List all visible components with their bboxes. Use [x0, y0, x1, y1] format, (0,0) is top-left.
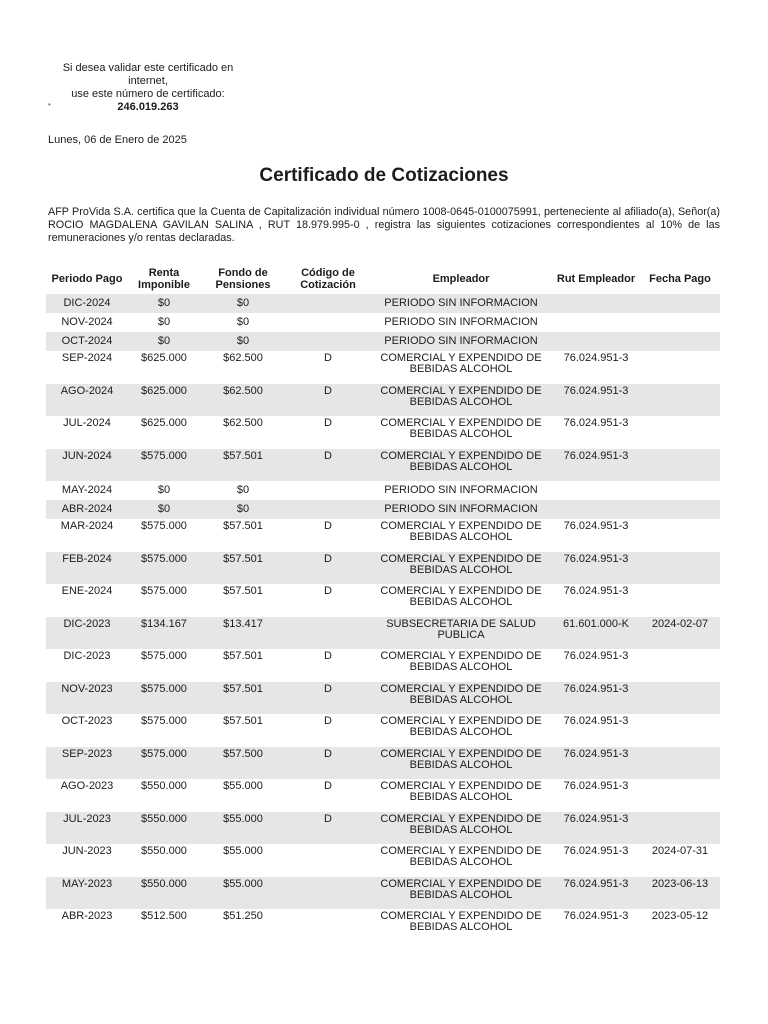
- certification-paragraph: AFP ProVida S.A. certifica que la Cuenta de Capitalización individual número 1008-0645-0100075991, perteneciente al afiliado(a), Señor(a) ROCIO MAGDALENA GAVILAN SALINA , RUT 18.979.995-0 , registra las siguientes cotizaciones correspondientes al 10% de las remuneraciones y/o rentas declaradas.: [48, 206, 720, 244]
- cell-rut: 76.024.951-3: [552, 682, 640, 715]
- cell-rut: 76.024.951-3: [563, 585, 629, 597]
- cell-periodo: SEP-2024: [61, 352, 113, 364]
- table-row: [46, 779, 720, 812]
- table-row: [46, 449, 720, 482]
- cell-renta: $575.000: [128, 449, 200, 482]
- cell-empleador: PERIODO SIN INFORMACION: [370, 332, 552, 351]
- table-row: [46, 747, 720, 780]
- table-row: [46, 384, 720, 417]
- cell-fecha: [640, 812, 720, 845]
- cell-codigo: D: [286, 449, 370, 482]
- table-row: [46, 649, 720, 682]
- table-row: [46, 682, 720, 715]
- table-row: [46, 877, 720, 910]
- cell-codigo: D: [324, 417, 332, 429]
- fecha-header: Fecha Pago: [649, 273, 711, 285]
- cell-empleador: SUBSECRETARIA DE SALUD PUBLICA: [370, 617, 552, 650]
- cell-codigo: D: [324, 780, 332, 792]
- cell-rut: 76.024.951-3: [552, 552, 640, 585]
- periodo-header: Periodo Pago: [51, 273, 123, 285]
- cell-fondo: $55.000: [200, 877, 286, 910]
- cell-fondo: $55.000: [223, 845, 263, 857]
- cell-renta: $575.000: [141, 650, 187, 662]
- table-row: [46, 714, 720, 747]
- cell-fondo: $51.250: [223, 910, 263, 922]
- empleador-header: Empleador: [432, 273, 490, 285]
- cell-fecha: [640, 384, 720, 417]
- document-title: Certificado de Cotizaciones: [259, 165, 509, 186]
- cell-periodo: JUN-2024: [46, 449, 128, 482]
- cell-empleador: COMERCIAL Y EXPENDIDO DE BEBIDAS ALCOHOL: [370, 384, 552, 417]
- cell-renta: $0: [128, 332, 200, 351]
- cell-periodo: ABR-2023: [61, 910, 113, 922]
- cell-rut: [552, 294, 640, 313]
- validation-line-1: Si desea validar este certificado en: [62, 62, 234, 74]
- cell-codigo: D: [324, 715, 332, 727]
- cell-fecha: [640, 714, 720, 747]
- cell-fecha: [640, 313, 720, 332]
- table-row: [46, 519, 720, 552]
- cell-codigo: D: [286, 812, 370, 845]
- cell-codigo: D: [324, 352, 332, 364]
- table-row: [46, 844, 720, 877]
- cell-periodo: DIC-2023: [46, 617, 128, 650]
- cell-fecha: [640, 519, 720, 552]
- cell-fondo: $0: [236, 316, 250, 328]
- cell-renta: $0: [128, 294, 200, 313]
- cell-codigo: [286, 844, 370, 877]
- cell-renta: $575.000: [141, 715, 187, 727]
- table-header: [46, 264, 720, 294]
- cell-rut: 76.024.951-3: [552, 384, 640, 417]
- cell-rut: 76.024.951-3: [552, 812, 640, 845]
- cell-fondo: $13.417: [200, 617, 286, 650]
- table-row: [46, 481, 720, 500]
- cell-renta: $575.000: [128, 747, 200, 780]
- cell-fecha: [640, 682, 720, 715]
- cell-codigo: D: [286, 384, 370, 417]
- cell-fecha: [640, 416, 720, 449]
- cell-periodo: JUN-2023: [62, 845, 112, 857]
- cell-empleador: COMERCIAL Y EXPENDIDO DE BEBIDAS ALCOHOL: [370, 877, 552, 910]
- cell-fondo: $57.500: [200, 747, 286, 780]
- cell-renta: $625.000: [141, 352, 187, 364]
- cell-fondo: $57.501: [200, 449, 286, 482]
- cell-codigo: [286, 481, 370, 500]
- cell-empleador: PERIODO SIN INFORMACION: [370, 294, 552, 313]
- cell-fecha: [640, 332, 720, 351]
- rut-header: Rut Empleador: [556, 273, 636, 285]
- cell-empleador: COMERCIAL Y EXPENDIDO DE BEBIDAS ALCOHOL: [380, 715, 542, 738]
- cell-codigo: D: [286, 682, 370, 715]
- cell-fondo: $57.501: [223, 715, 263, 727]
- certificate-validation-note: [38, 62, 258, 114]
- cell-renta: $575.000: [141, 585, 187, 597]
- cell-empleador: COMERCIAL Y EXPENDIDO DE BEBIDAS ALCOHOL: [380, 845, 542, 868]
- table-body: [46, 294, 720, 942]
- cell-empleador: COMERCIAL Y EXPENDIDO DE BEBIDAS ALCOHOL: [380, 780, 542, 803]
- cell-empleador: COMERCIAL Y EXPENDIDO DE BEBIDAS ALCOHOL: [380, 417, 542, 440]
- cell-fondo: $55.000: [223, 780, 263, 792]
- cell-renta: $0: [128, 500, 200, 519]
- cell-fecha: [640, 747, 720, 780]
- table-row: [46, 294, 720, 313]
- table-row: [46, 617, 720, 650]
- cell-codigo: D: [286, 747, 370, 780]
- cell-periodo: SEP-2023: [46, 747, 128, 780]
- cell-fondo: $57.501: [223, 650, 263, 662]
- cell-fondo: $57.501: [200, 552, 286, 585]
- contributions-table: [46, 264, 720, 942]
- cell-rut: 76.024.951-3: [563, 520, 629, 532]
- table-row: [46, 332, 720, 351]
- cell-empleador: COMERCIAL Y EXPENDIDO DE BEBIDAS ALCOHOL: [370, 552, 552, 585]
- cell-empleador: PERIODO SIN INFORMACION: [384, 484, 538, 496]
- cell-fondo: $0: [200, 294, 286, 313]
- cell-fecha: [640, 779, 720, 812]
- cell-rut: 76.024.951-3: [552, 449, 640, 482]
- cell-fecha: [640, 500, 720, 519]
- cell-fecha: [640, 481, 720, 500]
- cell-empleador: COMERCIAL Y EXPENDIDO DE BEBIDAS ALCOHOL: [370, 682, 552, 715]
- cell-periodo: NOV-2023: [46, 682, 128, 715]
- cell-fecha: 2024-07-31: [651, 845, 709, 857]
- cell-periodo: JUL-2023: [46, 812, 128, 845]
- cell-rut: 76.024.951-3: [552, 747, 640, 780]
- cell-fecha: 2023-05-12: [651, 910, 709, 922]
- cell-fondo: $55.000: [200, 812, 286, 845]
- fondo-header: Fondo de Pensiones: [215, 267, 271, 291]
- validation-line-2: internet,: [128, 75, 168, 87]
- cell-periodo: AGO-2023: [60, 780, 114, 792]
- table-row: [46, 416, 720, 449]
- cell-codigo: D: [324, 585, 332, 597]
- cell-fondo: $62.500: [223, 352, 263, 364]
- cell-empleador: COMERCIAL Y EXPENDIDO DE BEBIDAS ALCOHOL: [370, 747, 552, 780]
- cell-fecha: [640, 294, 720, 313]
- cell-codigo: [286, 500, 370, 519]
- cell-codigo: [286, 617, 370, 650]
- cell-renta: $550.000: [128, 877, 200, 910]
- cell-renta: $0: [157, 316, 171, 328]
- cell-periodo: OCT-2023: [61, 715, 113, 727]
- cell-rut: 76.024.951-3: [552, 877, 640, 910]
- cell-rut: 61.601.000-K: [552, 617, 640, 650]
- cell-rut: 76.024.951-3: [563, 352, 629, 364]
- cell-codigo: D: [324, 650, 332, 662]
- cell-renta: $0: [157, 484, 171, 496]
- cell-periodo: MAR-2024: [60, 520, 114, 532]
- cell-empleador: COMERCIAL Y EXPENDIDO DE BEBIDAS ALCOHOL: [380, 352, 542, 375]
- cell-fecha: [640, 649, 720, 682]
- table-row: [46, 552, 720, 585]
- cell-codigo: D: [324, 520, 332, 532]
- cell-empleador: COMERCIAL Y EXPENDIDO DE BEBIDAS ALCOHOL: [380, 520, 542, 543]
- cell-periodo: ENE-2024: [61, 585, 113, 597]
- cell-codigo: [286, 332, 370, 351]
- cell-rut: [552, 332, 640, 351]
- cell-codigo: [286, 877, 370, 910]
- cell-codigo: [286, 909, 370, 942]
- cell-renta: $575.000: [128, 552, 200, 585]
- cell-empleador: PERIODO SIN INFORMACION: [384, 316, 538, 328]
- cell-renta: $575.000: [141, 520, 187, 532]
- cell-fondo: $57.501: [200, 682, 286, 715]
- cell-rut: 76.024.951-3: [563, 715, 629, 727]
- table-row: [46, 584, 720, 617]
- table-row: [46, 313, 720, 332]
- cell-periodo: DIC-2024: [46, 294, 128, 313]
- table-row: [46, 812, 720, 845]
- cell-empleador: COMERCIAL Y EXPENDIDO DE BEBIDAS ALCOHOL: [370, 812, 552, 845]
- cell-renta: $550.000: [141, 845, 187, 857]
- cell-rut: 76.024.951-3: [563, 780, 629, 792]
- cell-fondo: $57.501: [223, 585, 263, 597]
- cell-periodo: MAY-2023: [46, 877, 128, 910]
- cell-codigo: [286, 313, 370, 332]
- cell-periodo: JUL-2024: [63, 417, 111, 429]
- cell-fecha: [640, 449, 720, 482]
- cell-fecha: 2023-06-13: [640, 877, 720, 910]
- cell-periodo: DIC-2023: [63, 650, 111, 662]
- cell-rut: [552, 481, 640, 500]
- cell-rut: [552, 313, 640, 332]
- table-row: [46, 351, 720, 384]
- cell-fondo: $0: [200, 332, 286, 351]
- cell-fecha: [640, 351, 720, 384]
- cell-empleador: PERIODO SIN INFORMACION: [370, 500, 552, 519]
- cell-periodo: ABR-2024: [46, 500, 128, 519]
- cell-fondo: $0: [236, 484, 250, 496]
- cell-fondo: $62.500: [223, 417, 263, 429]
- cell-codigo: D: [286, 552, 370, 585]
- cell-periodo: AGO-2024: [46, 384, 128, 417]
- cell-empleador: COMERCIAL Y EXPENDIDO DE BEBIDAS ALCOHOL: [380, 910, 542, 933]
- cell-rut: 76.024.951-3: [563, 417, 629, 429]
- cell-renta: $625.000: [128, 384, 200, 417]
- cell-renta: $512.500: [141, 910, 187, 922]
- cell-fecha: [640, 552, 720, 585]
- scan-mark: •: [48, 100, 51, 109]
- cell-periodo: FEB-2024: [46, 552, 128, 585]
- cell-fondo: $62.500: [200, 384, 286, 417]
- cell-rut: 76.024.951-3: [563, 845, 629, 857]
- cell-fondo: $57.501: [223, 520, 263, 532]
- cell-fecha: 2024-02-07: [640, 617, 720, 650]
- certificate-number: 246.019.263: [117, 101, 179, 113]
- cell-fecha: [640, 584, 720, 617]
- cell-renta: $575.000: [128, 682, 200, 715]
- cell-rut: 76.024.951-3: [563, 650, 629, 662]
- cell-periodo: NOV-2024: [61, 316, 113, 328]
- cell-renta: $550.000: [128, 812, 200, 845]
- table-header-row: [46, 264, 720, 294]
- cell-empleador: COMERCIAL Y EXPENDIDO DE BEBIDAS ALCOHOL: [370, 449, 552, 482]
- renta-header: Renta Imponible: [138, 267, 190, 291]
- cell-rut: [552, 500, 640, 519]
- cell-renta: $134.167: [128, 617, 200, 650]
- cell-renta: $550.000: [141, 780, 187, 792]
- table-row: [46, 909, 720, 942]
- document-date: Lunes, 06 de Enero de 2025: [48, 134, 187, 146]
- cell-empleador: COMERCIAL Y EXPENDIDO DE BEBIDAS ALCOHOL: [380, 585, 542, 608]
- codigo-header: Código de Cotización: [300, 267, 356, 291]
- cell-periodo: OCT-2024: [46, 332, 128, 351]
- cell-rut: 76.024.951-3: [563, 910, 629, 922]
- cell-empleador: COMERCIAL Y EXPENDIDO DE BEBIDAS ALCOHOL: [380, 650, 542, 673]
- cell-periodo: MAY-2024: [61, 484, 113, 496]
- cell-fondo: $0: [200, 500, 286, 519]
- cell-codigo: [286, 294, 370, 313]
- table-row: [46, 500, 720, 519]
- validation-line-3: use este número de certificado:: [71, 88, 225, 100]
- cell-renta: $625.000: [141, 417, 187, 429]
